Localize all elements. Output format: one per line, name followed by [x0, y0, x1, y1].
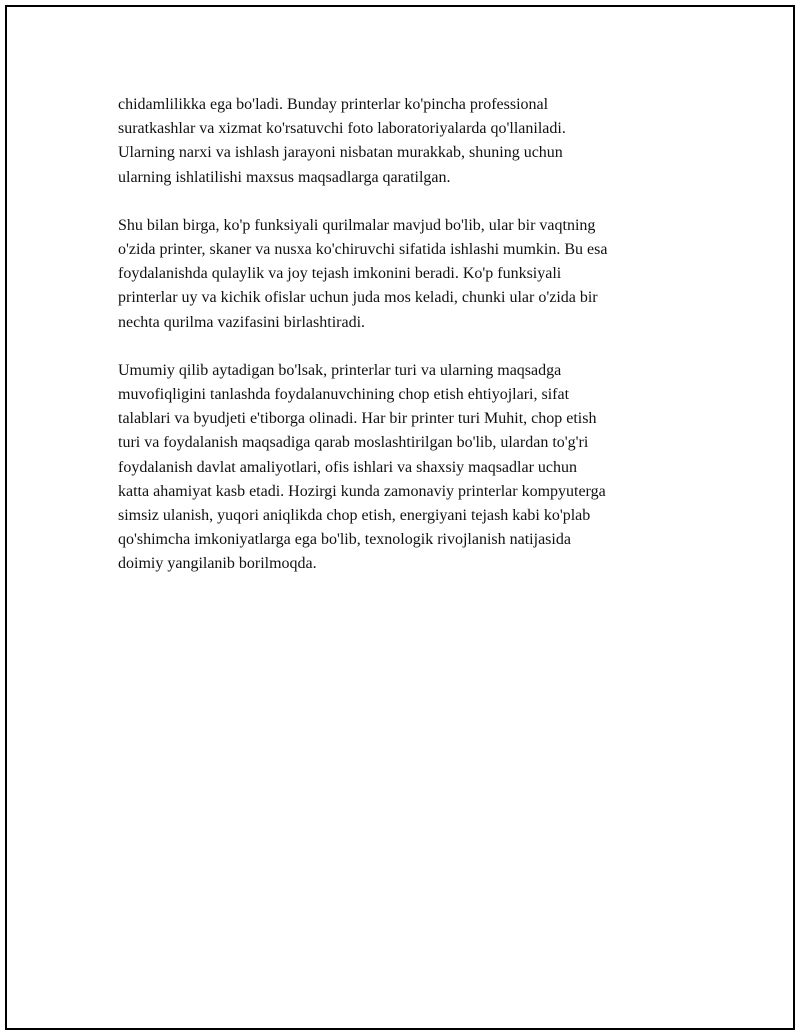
text-line: ularning ishlatilishi maxsus maqsadlarga qaratilgan. [118, 168, 451, 186]
text-line: printerlar uy va kichik ofislar uchun juda mos keladi, chunki ular o'zida bir [118, 289, 598, 307]
paragraph-2 [118, 214, 718, 335]
text-line: o'zida printer, skaner va nusxa ko'chiruvchi sifatida ishlashi mumkin. Bu esa [118, 241, 608, 259]
paragraph-1 [118, 93, 718, 190]
text-line: Ularning narxi va ishlash jarayoni nisbatan murakkab, shuning uchun [118, 144, 563, 162]
text-line: nechta qurilma vazifasini birlashtiradi. [118, 313, 366, 331]
text-line: foydalanishda qulaylik va joy tejash imkonini beradi. Ko'p funksiyali [118, 265, 562, 283]
document-body [118, 93, 718, 601]
text-line: muvofiqligini tanlashda foydalanuvchining chop etish ehtiyojlari, sifat [118, 386, 570, 404]
text-line: qo'shimcha imkoniyatlarga ega bo'lib, texnologik rivojlanish natijasida [118, 531, 571, 549]
text-line: Shu bilan birga, ko'p funksiyali qurilmalar mavjud bo'lib, ular bir vaqtning [118, 216, 596, 234]
text-line: doimiy yangilanib borilmoqda. [118, 555, 317, 573]
paragraph-3 [118, 359, 718, 577]
text-line: foydalanish davlat amaliyotlari, ofis ishlari va shaxsiy maqsadlar uchun [118, 458, 577, 476]
document-page [5, 5, 795, 1030]
text-line: chidamlilikka ega bo'ladi. Bunday printerlar ko'pincha professional [118, 96, 549, 113]
text-line: talablari va byudjeti e'tiborga olinadi. Har bir printer turi Muhit, chop etish [118, 410, 597, 428]
text-line: suratkashlar va xizmat ko'rsatuvchi foto laboratoriyalarda qo'llaniladi. [118, 120, 566, 138]
text-line: katta ahamiyat kasb etadi. Hozirgi kunda zamonaviy printerlar kompyuterga [118, 482, 606, 500]
text-line: turi va foydalanish maqsadiga qarab moslashtirilgan bo'lib, ulardan to'g'ri [118, 434, 589, 452]
text-line: simsiz ulanish, yuqori aniqlikda chop etish, energiyani tejash kabi ko'plab [118, 507, 591, 525]
text-line: Umumiy qilib aytadigan bo'lsak, printerlar turi va ularning maqsadga [118, 361, 562, 379]
